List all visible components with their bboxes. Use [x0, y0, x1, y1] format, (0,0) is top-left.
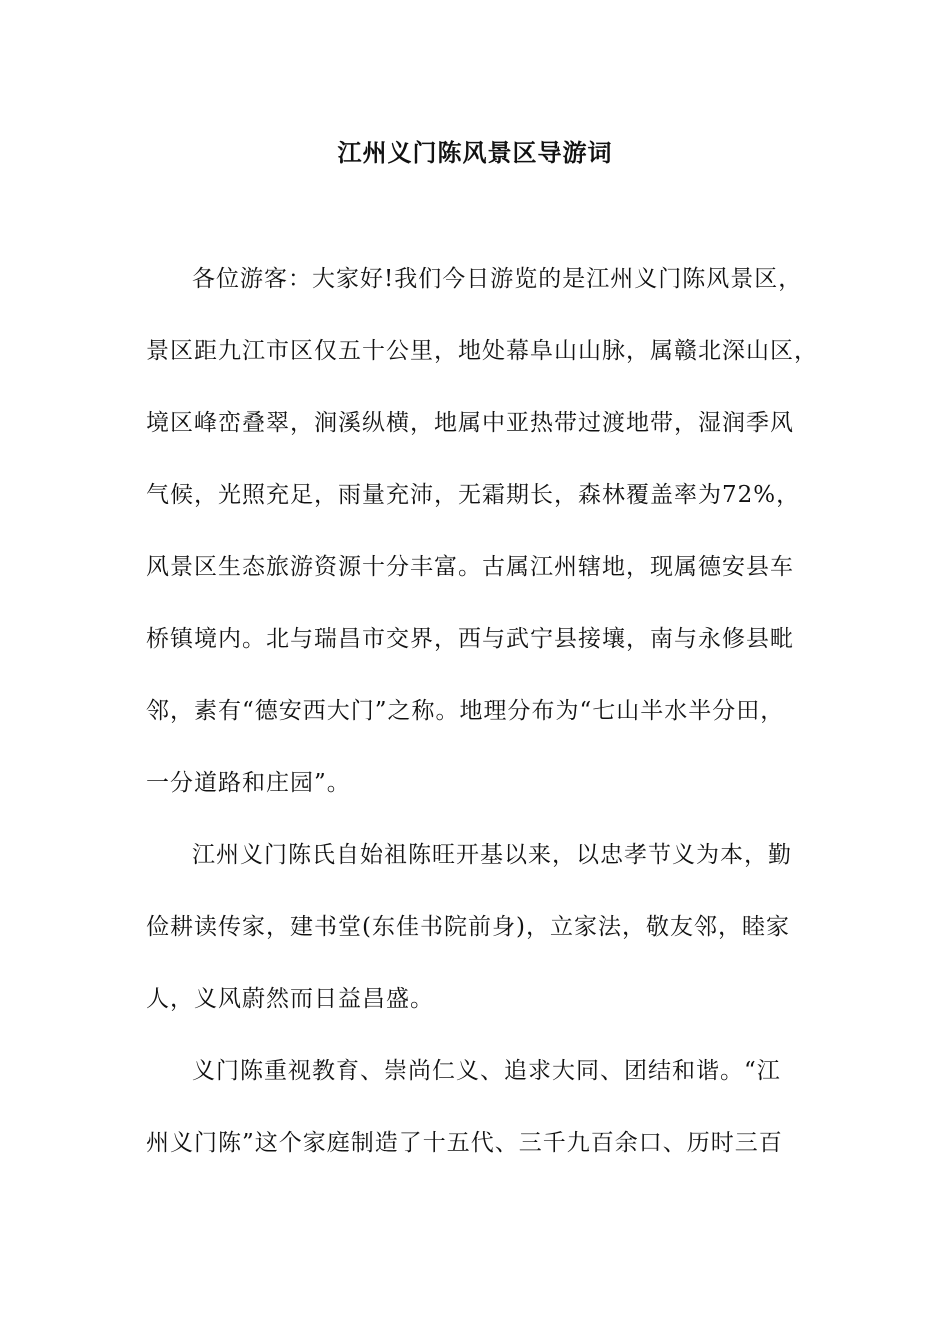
- paragraph-3-line-2: 州义门陈”这个家庭制造了十五代、三千九百余口、历时三百: [146, 1130, 783, 1156]
- paragraph-1-line-8: 一分道路和庄园”。: [146, 770, 351, 796]
- paragraph-1-line-6: 桥镇境内。北与瑞昌市交界，西与武宁县接壤，南与永修县毗: [146, 626, 794, 652]
- paragraph-1-line-3: 境区峰峦叠翠，涧溪纵横，地属中亚热带过渡地带，湿润季风: [146, 410, 794, 436]
- paragraph-1-line-7: 邻，素有“德安西大门”之称。地理分布为“七山半水半分田，: [146, 698, 785, 724]
- paragraph-2-line-3: 人，义风蔚然而日益昌盛。: [146, 986, 434, 1012]
- document-title: 江州义门陈风景区导游词: [337, 138, 613, 167]
- paragraph-2-line-2: 俭耕读传家，建书堂(东佳书院前身)，立家法，敬友邻，睦家: [146, 914, 790, 940]
- paragraph-3-line-1: 义门陈重视教育、崇尚仁义、追求大同、团结和谐。“江: [192, 1058, 781, 1084]
- paragraph-2-line-1: 江州义门陈氏自始祖陈旺开基以来，以忠孝节义为本，勤: [192, 842, 792, 868]
- paragraph-1-line-1: 各位游客：大家好!我们今日游览的是江州义门陈风景区，: [192, 266, 803, 292]
- paragraph-1-line-2: 景区距九江市区仅五十公里，地处幕阜山山脉，属赣北深山区，: [146, 338, 818, 364]
- paragraph-1-line-5: 风景区生态旅游资源十分丰富。古属江州辖地，现属德安县车: [146, 554, 794, 580]
- paragraph-1-line-4: 气候，光照充足，雨量充沛，无霜期长，森林覆盖率为72%，: [146, 482, 801, 508]
